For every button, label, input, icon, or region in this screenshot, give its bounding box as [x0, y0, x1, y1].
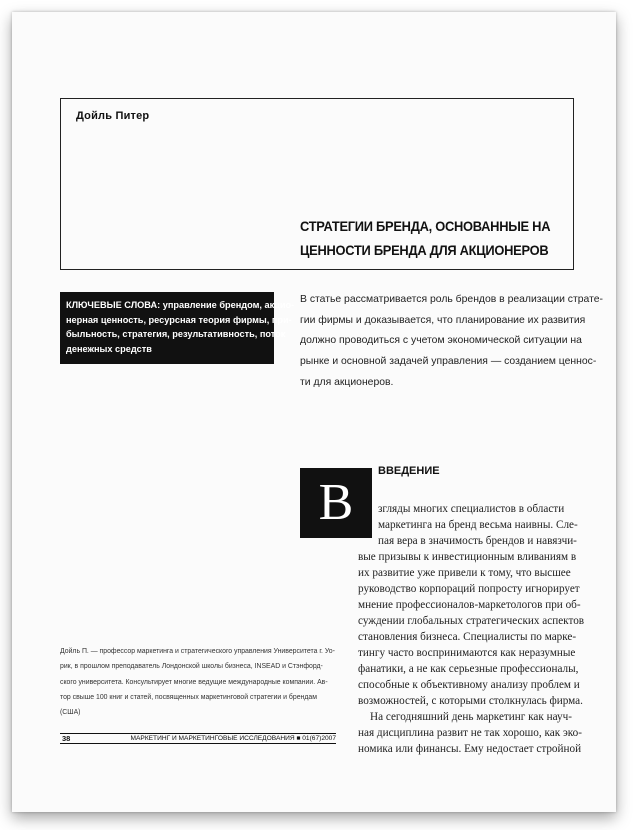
page-number: 38 — [62, 734, 71, 743]
abstract-line: В статье рассматривается роль брендов в реализации страте- — [300, 294, 603, 305]
abstract-line: рынке и основной задачей управления — созданием ценнос- — [300, 356, 597, 368]
body-line: тингу часто воспринимаются как неразумные — [358, 647, 576, 659]
keywords-line: КЛЮЧЕВЫЕ СЛОВА: управление брендом, акцио- — [66, 300, 295, 310]
keywords-box — [60, 292, 295, 364]
title-line: ЦЕННОСТИ БРЕНДА ДЛЯ АКЦИОНЕРОВ — [300, 242, 549, 258]
body-line: становления бизнеса. Специалисты по марке- — [358, 631, 577, 643]
footnote-line: тор свыше 100 книг и статей, посвященных маркетинговой стратегии и брендам — [60, 693, 317, 701]
body-line: пая вера в значимость брендов и навязчи- — [378, 535, 577, 547]
abstract-line: ти для акционеров. — [300, 376, 394, 388]
body-line: суждении глобальных стратегических аспектов — [358, 615, 585, 627]
body-line: номика или финансы. Ему недостает стройной — [358, 743, 582, 755]
body-line: згляды многих специалистов в области — [378, 503, 565, 515]
footnote-line: (США) — [60, 709, 81, 717]
abstract — [300, 290, 603, 394]
body-line: вые призывы к инвестиционным вливаниям в — [358, 551, 577, 563]
keywords-line: быльность, стратегия, результативность, поток — [66, 329, 286, 339]
keywords-line: нерная ценность, ресурсная теория фирмы, при- — [66, 314, 292, 325]
footnote-line: рик, в прошлом преподаватель Лондонской школы бизнеса, INSEAD и Стэнфорд- — [60, 663, 323, 671]
author-footnote — [60, 644, 336, 720]
body-line: способные к объективному анализу проблем и — [358, 679, 580, 691]
author-name: Дойль Питер — [76, 110, 150, 122]
abstract-line: должно проводиться с учетом экономической ситуации на — [300, 335, 582, 347]
abstract-line: гии фирмы и доказывается, что планирование их развития — [300, 314, 586, 326]
keywords-line: денежных средств — [66, 343, 152, 354]
body-line: На сегодняшний день маркетинг как науч- — [370, 711, 572, 723]
body-line: фанатики, а не как серьезные профессионалы, — [358, 663, 579, 675]
body-line: их развитие уже привели к тому, что высшее — [358, 567, 571, 579]
body-line: возможностей, с которыми столкнулась фирма. — [358, 695, 583, 707]
section-heading: ВВЕДЕНИЕ — [378, 465, 440, 477]
article-title — [300, 214, 550, 262]
footnote-line: Дойль П. — профессор маркетинга и стратегического управления Университета г. Уо- — [60, 648, 335, 655]
body-line: маркетинга на бренд весьма наивны. Сле- — [378, 519, 578, 531]
footnote-line: ского университета. Консультирует многие ведущие международные компании. Ав- — [60, 678, 328, 686]
body-line: руководство корпораций попросту игнорирует — [358, 583, 580, 595]
drop-cap: В — [300, 468, 372, 538]
body-line: мнение профессионалов-маркетологов при об- — [358, 599, 581, 611]
body-line: ная дисциплина развит не так хорошо, как эко- — [358, 727, 582, 739]
journal-name: МАРКЕТИНГ И МАРКЕТИНГОВЫЕ ИССЛЕДОВАНИЯ ■ 01(67)2007 — [130, 735, 336, 742]
title-line: СТРАТЕГИИ БРЕНДА, ОСНОВАННЫЕ НА — [300, 218, 551, 234]
